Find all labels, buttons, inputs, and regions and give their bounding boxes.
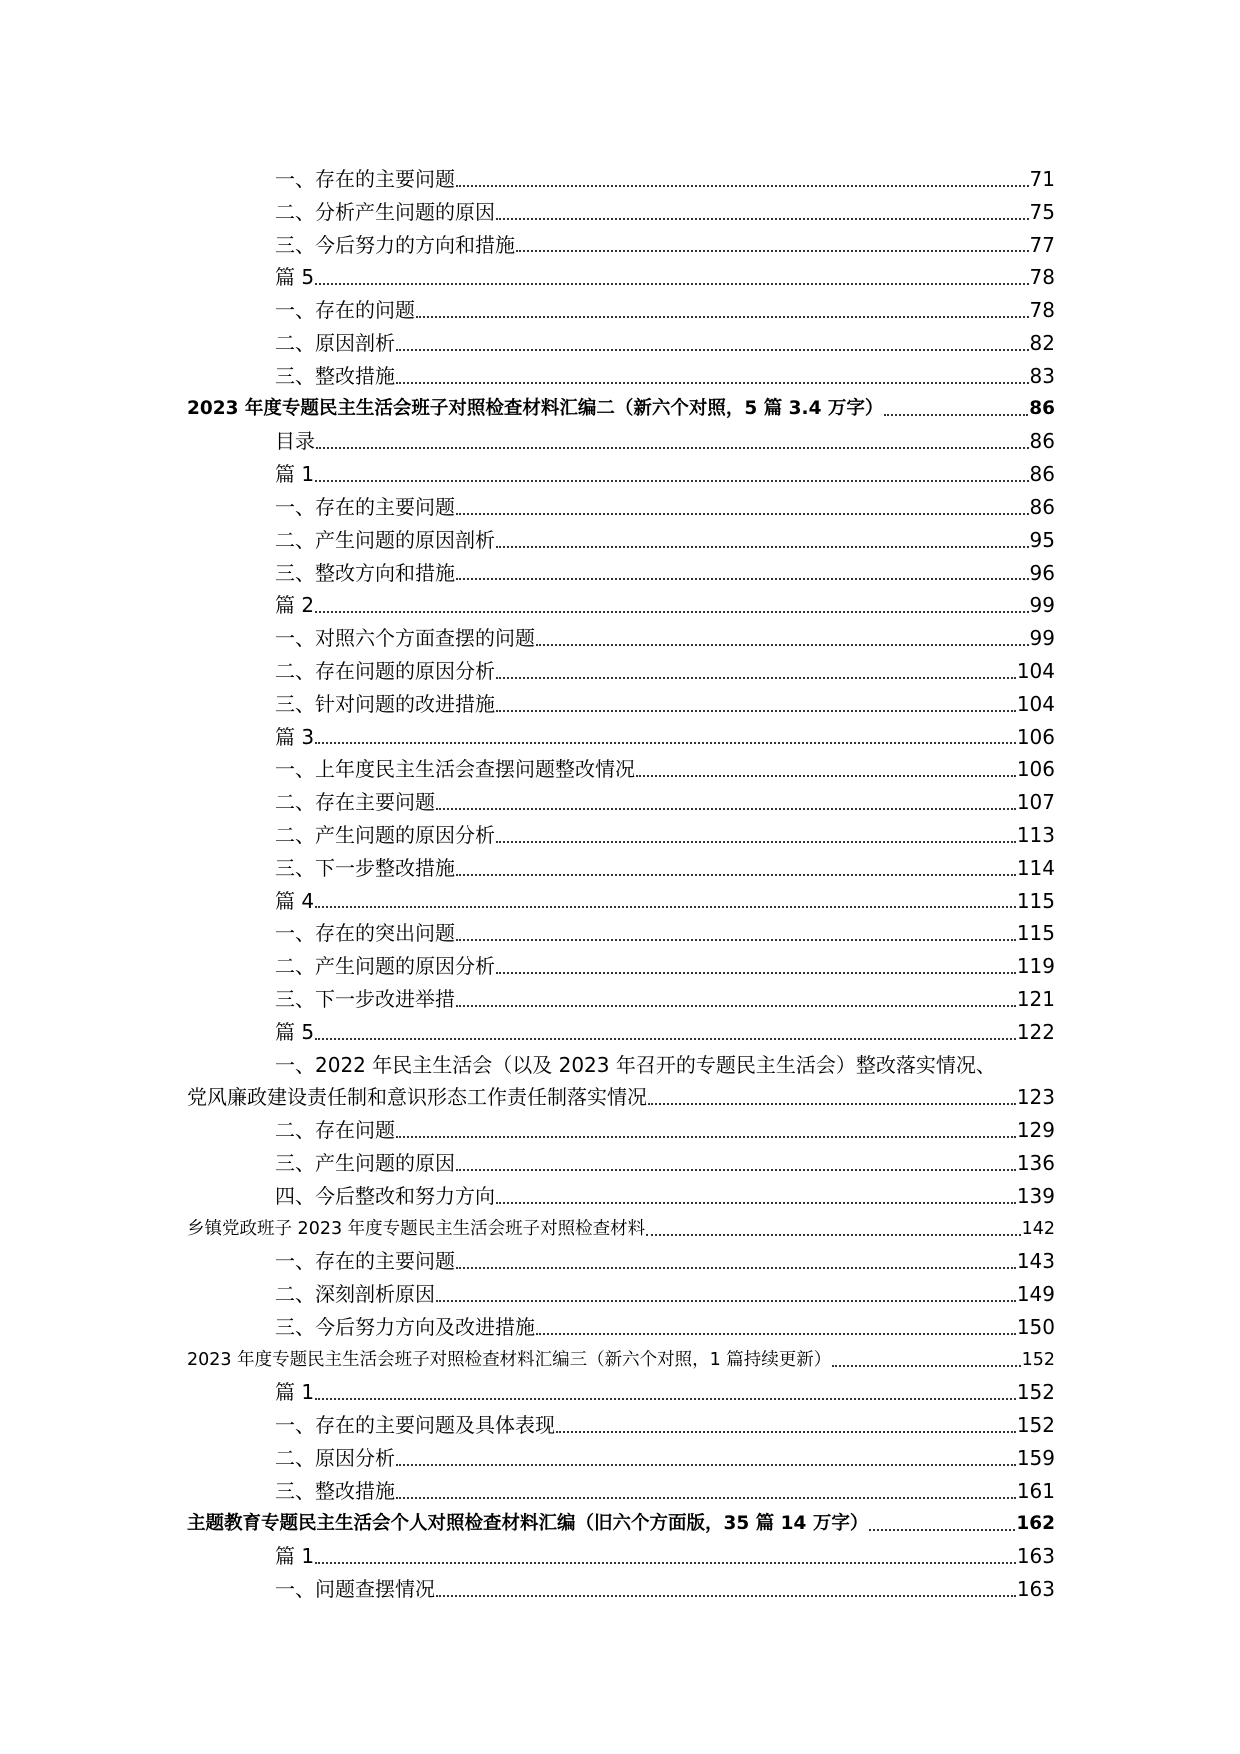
toc-entry-title: 一、存在的主要问题: [275, 494, 455, 519]
toc-page-number: 142: [1021, 1218, 1055, 1239]
toc-section-heading[interactable]: [187, 1344, 1055, 1377]
toc-entry[interactable]: [187, 852, 1055, 885]
dot-leader: [496, 1202, 1016, 1204]
toc-entry-title: 乡镇党政班子 2023 年度专题民主生活会班子对照检查材料: [187, 1218, 646, 1239]
toc-page-number: 106: [1016, 724, 1055, 749]
toc-page-number: 114: [1016, 855, 1055, 880]
dot-leader: [315, 742, 1016, 744]
toc-entry-title: 二、产生问题的原因剖析: [275, 527, 495, 552]
dot-leader: [416, 316, 1029, 318]
toc-entry-title: 目录: [275, 429, 315, 454]
dot-leader: [396, 1497, 1016, 1499]
toc-page-number: 163: [1016, 1544, 1055, 1569]
toc-entry[interactable]: [187, 950, 1055, 983]
toc-entry-title: 三、整改方向和措施: [275, 560, 455, 585]
toc-page-number: 82: [1029, 330, 1055, 355]
toc-page-number: 86: [1029, 397, 1055, 419]
toc-entry-title: 二、原因分析: [275, 1446, 395, 1471]
toc-page-number: 162: [1016, 1512, 1055, 1534]
dot-leader: [496, 218, 1029, 220]
toc-entry-title: 二、存在问题: [275, 1118, 395, 1143]
dot-leader: [636, 775, 1016, 777]
toc-entry[interactable]: [187, 786, 1055, 819]
toc-entry[interactable]: [187, 1311, 1055, 1344]
toc-page-number: 107: [1016, 790, 1055, 815]
toc-page-number: 83: [1029, 363, 1055, 388]
toc-entry-title: 一、上年度民主生活会查摆问题整改情况: [275, 757, 635, 782]
toc-page-number: 99: [1029, 593, 1055, 618]
dot-leader: [396, 1464, 1016, 1466]
toc-entry-title: 三、今后努力方向及改进措施: [275, 1314, 535, 1339]
toc-entry[interactable]: [187, 458, 1055, 491]
dot-leader: [456, 1169, 1016, 1171]
toc-entry[interactable]: [187, 425, 1055, 458]
toc-entry-title: 一、存在的主要问题及具体表现: [275, 1413, 555, 1438]
toc-entry-title: 篇 3: [275, 724, 315, 749]
toc-entry-title: 二、深刻剖析原因: [275, 1282, 435, 1307]
dot-leader: [456, 939, 1016, 941]
toc-entry-title: 三、产生问题的原因: [275, 1150, 455, 1175]
toc-page-number: 104: [1016, 691, 1055, 716]
toc-page-number: 123: [1016, 1085, 1055, 1110]
toc-entry-title: 一、2022 年民主生活会（以及 2023 年召开的专题民主生活会）整改落实情况、: [275, 1052, 996, 1077]
toc-page-number: 149: [1016, 1282, 1055, 1307]
toc-entry[interactable]: [187, 885, 1055, 918]
toc-entry-title: 四、今后整改和努力方向: [275, 1183, 495, 1208]
dot-leader: [496, 841, 1016, 843]
toc-entry-title: 篇 2: [275, 593, 315, 618]
toc-page-number: 163: [1016, 1577, 1055, 1602]
toc-entry-title: 一、存在的突出问题: [275, 921, 455, 946]
toc-page-number: 106: [1016, 757, 1055, 782]
toc-entry-title: 三、今后努力的方向和措施: [275, 232, 515, 257]
dot-leader: [315, 611, 1028, 613]
toc-entry[interactable]: [187, 753, 1055, 786]
toc-entry-title: 二、存在主要问题: [275, 790, 435, 815]
toc-page-number: 152: [1016, 1380, 1055, 1405]
dot-leader: [496, 677, 1016, 679]
dot-leader: [832, 1365, 1020, 1367]
toc-entry[interactable]: [187, 1409, 1055, 1442]
toc-page-number: 95: [1029, 527, 1055, 552]
toc-entry[interactable]: [187, 261, 1055, 294]
dot-leader: [648, 1103, 1016, 1105]
dot-leader: [315, 1562, 1016, 1564]
toc-entry[interactable]: [187, 819, 1055, 852]
toc-entry[interactable]: [187, 1442, 1055, 1475]
toc-page-number: 86: [1029, 462, 1055, 487]
toc-entry[interactable]: [187, 163, 1055, 196]
toc-page-number: 71: [1029, 167, 1055, 191]
toc-page-number: 143: [1016, 1249, 1055, 1274]
toc-page-number: 129: [1016, 1118, 1055, 1143]
toc-page-number: 150: [1016, 1314, 1055, 1339]
toc-entry-title: 党风廉政建设责任制和意识形态工作责任制落实情况: [187, 1085, 647, 1110]
toc-entry[interactable]: [187, 1147, 1055, 1180]
dot-leader: [646, 1234, 1020, 1236]
toc-page-number: 77: [1029, 232, 1055, 257]
toc-entry[interactable]: [187, 983, 1055, 1016]
toc-entry[interactable]: [187, 327, 1055, 360]
dot-leader: [516, 250, 1029, 252]
dot-leader: [536, 644, 1029, 646]
toc-entry-title: 2023 年度专题民主生活会班子对照检查材料汇编三（新六个对照，1 篇持续更新）: [187, 1349, 832, 1370]
toc-entry-title: 篇 1: [275, 1380, 315, 1405]
toc-entry[interactable]: [187, 721, 1055, 754]
toc-entry-title: 一、对照六个方面查摆的问题: [275, 626, 535, 651]
dot-leader: [396, 1136, 1016, 1138]
dot-leader: [496, 546, 1029, 548]
toc-page-number: 122: [1016, 1019, 1055, 1044]
dot-leader: [396, 382, 1029, 384]
toc-page-number: 96: [1029, 560, 1055, 585]
toc-entry[interactable]: [187, 1245, 1055, 1278]
toc-entry[interactable]: [187, 491, 1055, 524]
dot-leader: [456, 1005, 1016, 1007]
toc-page-number: 78: [1029, 298, 1055, 323]
toc-entry-title: 二、产生问题的原因分析: [275, 822, 495, 847]
dot-leader: [869, 1529, 1015, 1531]
toc-entry[interactable]: [187, 589, 1055, 622]
dot-leader: [456, 578, 1029, 580]
toc-entry[interactable]: [187, 1278, 1055, 1311]
toc-entry[interactable]: [187, 557, 1055, 590]
dot-leader: [884, 414, 1028, 416]
toc-entry-title: 三、针对问题的改进措施: [275, 691, 495, 716]
dot-leader: [436, 808, 1016, 810]
toc-entry-title: 二、原因剖析: [275, 330, 395, 355]
toc-entry[interactable]: [187, 622, 1055, 655]
toc-entry[interactable]: [187, 1016, 1055, 1049]
toc-entry-title: 一、存在的问题: [275, 298, 415, 323]
dot-leader: [456, 513, 1029, 515]
toc-page-number: 86: [1029, 494, 1055, 519]
toc-entry-title: 篇 5: [275, 1019, 315, 1044]
toc-entry-title: 篇 4: [275, 888, 315, 913]
dot-leader: [315, 480, 1028, 482]
toc-section-heading[interactable]: [187, 1508, 1055, 1541]
dot-leader: [315, 906, 1016, 908]
toc-entry[interactable]: [187, 1376, 1055, 1409]
toc-entry-title: 2023 年度专题民主生活会班子对照检查材料汇编二（新六个对照，5 篇 3.4 万字）: [187, 397, 884, 419]
toc-entry-title: 二、分析产生问题的原因: [275, 199, 495, 224]
dot-leader: [536, 1333, 1016, 1335]
toc-page-number: 115: [1016, 888, 1055, 913]
toc-page-number: 161: [1016, 1478, 1055, 1503]
toc-entry-title: 篇 1: [275, 1544, 315, 1569]
toc-entry[interactable]: [187, 1540, 1055, 1573]
toc-entry-title: 三、下一步改进举措: [275, 986, 455, 1011]
toc-entry-title: 篇 1: [275, 462, 315, 487]
dot-leader: [315, 283, 1028, 285]
table-of-contents: [187, 163, 1055, 1606]
toc-entry-title: 二、产生问题的原因分析: [275, 954, 495, 979]
dot-leader: [316, 447, 1029, 449]
toc-page-number: 121: [1016, 986, 1055, 1011]
toc-page-number: 136: [1016, 1150, 1055, 1175]
dot-leader: [496, 710, 1016, 712]
toc-page-number: 152: [1016, 1413, 1055, 1438]
toc-entry[interactable]: [187, 655, 1055, 688]
toc-entry-title: 三、整改措施: [275, 363, 395, 388]
toc-entry-title: 一、存在的主要问题: [275, 167, 455, 191]
toc-entry-title: 三、下一步整改措施: [275, 855, 455, 880]
toc-page-number: 119: [1016, 954, 1055, 979]
toc-section-heading[interactable]: [187, 1213, 1055, 1246]
toc-page-number: 113: [1016, 822, 1055, 847]
dot-leader: [315, 1398, 1016, 1400]
toc-entry-title: 一、存在的主要问题: [275, 1249, 455, 1274]
toc-page-number: 139: [1016, 1183, 1055, 1208]
toc-page-number: 78: [1029, 265, 1055, 290]
toc-entry[interactable]: [187, 1081, 1055, 1114]
toc-entry[interactable]: [187, 294, 1055, 327]
dot-leader: [456, 874, 1016, 876]
toc-entry-title: 二、存在问题的原因分析: [275, 658, 495, 683]
toc-entry-title: 三、整改措施: [275, 1478, 395, 1503]
toc-entry[interactable]: [187, 1114, 1055, 1147]
dot-leader: [436, 1595, 1016, 1597]
toc-entry[interactable]: [187, 229, 1055, 262]
dot-leader: [556, 1431, 1016, 1433]
dot-leader: [456, 1267, 1016, 1269]
toc-entry[interactable]: [187, 1573, 1055, 1606]
toc-entry[interactable]: [187, 688, 1055, 721]
toc-entry-title: 主题教育专题民主生活会个人对照检查材料汇编（旧六个方面版，35 篇 14 万字）: [187, 1512, 869, 1534]
toc-section-heading[interactable]: [187, 393, 1055, 426]
dot-leader: [456, 185, 1029, 187]
toc-entry-title: 篇 5: [275, 265, 315, 290]
toc-page-number: 75: [1029, 199, 1055, 224]
toc-entry[interactable]: [187, 360, 1055, 393]
toc-page-number: 86: [1029, 429, 1055, 454]
dot-leader: [396, 349, 1029, 351]
toc-page-number: 152: [1021, 1349, 1055, 1370]
toc-entry[interactable]: [187, 196, 1055, 229]
toc-entry-line[interactable]: [187, 1049, 1055, 1082]
toc-page-number: 99: [1029, 626, 1055, 651]
toc-page-number: 159: [1016, 1446, 1055, 1471]
toc-entry-title: 一、问题查摆情况: [275, 1577, 435, 1602]
toc-entry[interactable]: [187, 1475, 1055, 1508]
toc-page-number: 104: [1016, 658, 1055, 683]
toc-entry[interactable]: [187, 917, 1055, 950]
toc-entry[interactable]: [187, 524, 1055, 557]
dot-leader: [436, 1300, 1016, 1302]
dot-leader: [315, 1038, 1016, 1040]
toc-page-number: 115: [1016, 921, 1055, 946]
toc-entry[interactable]: [187, 1180, 1055, 1213]
dot-leader: [496, 972, 1016, 974]
